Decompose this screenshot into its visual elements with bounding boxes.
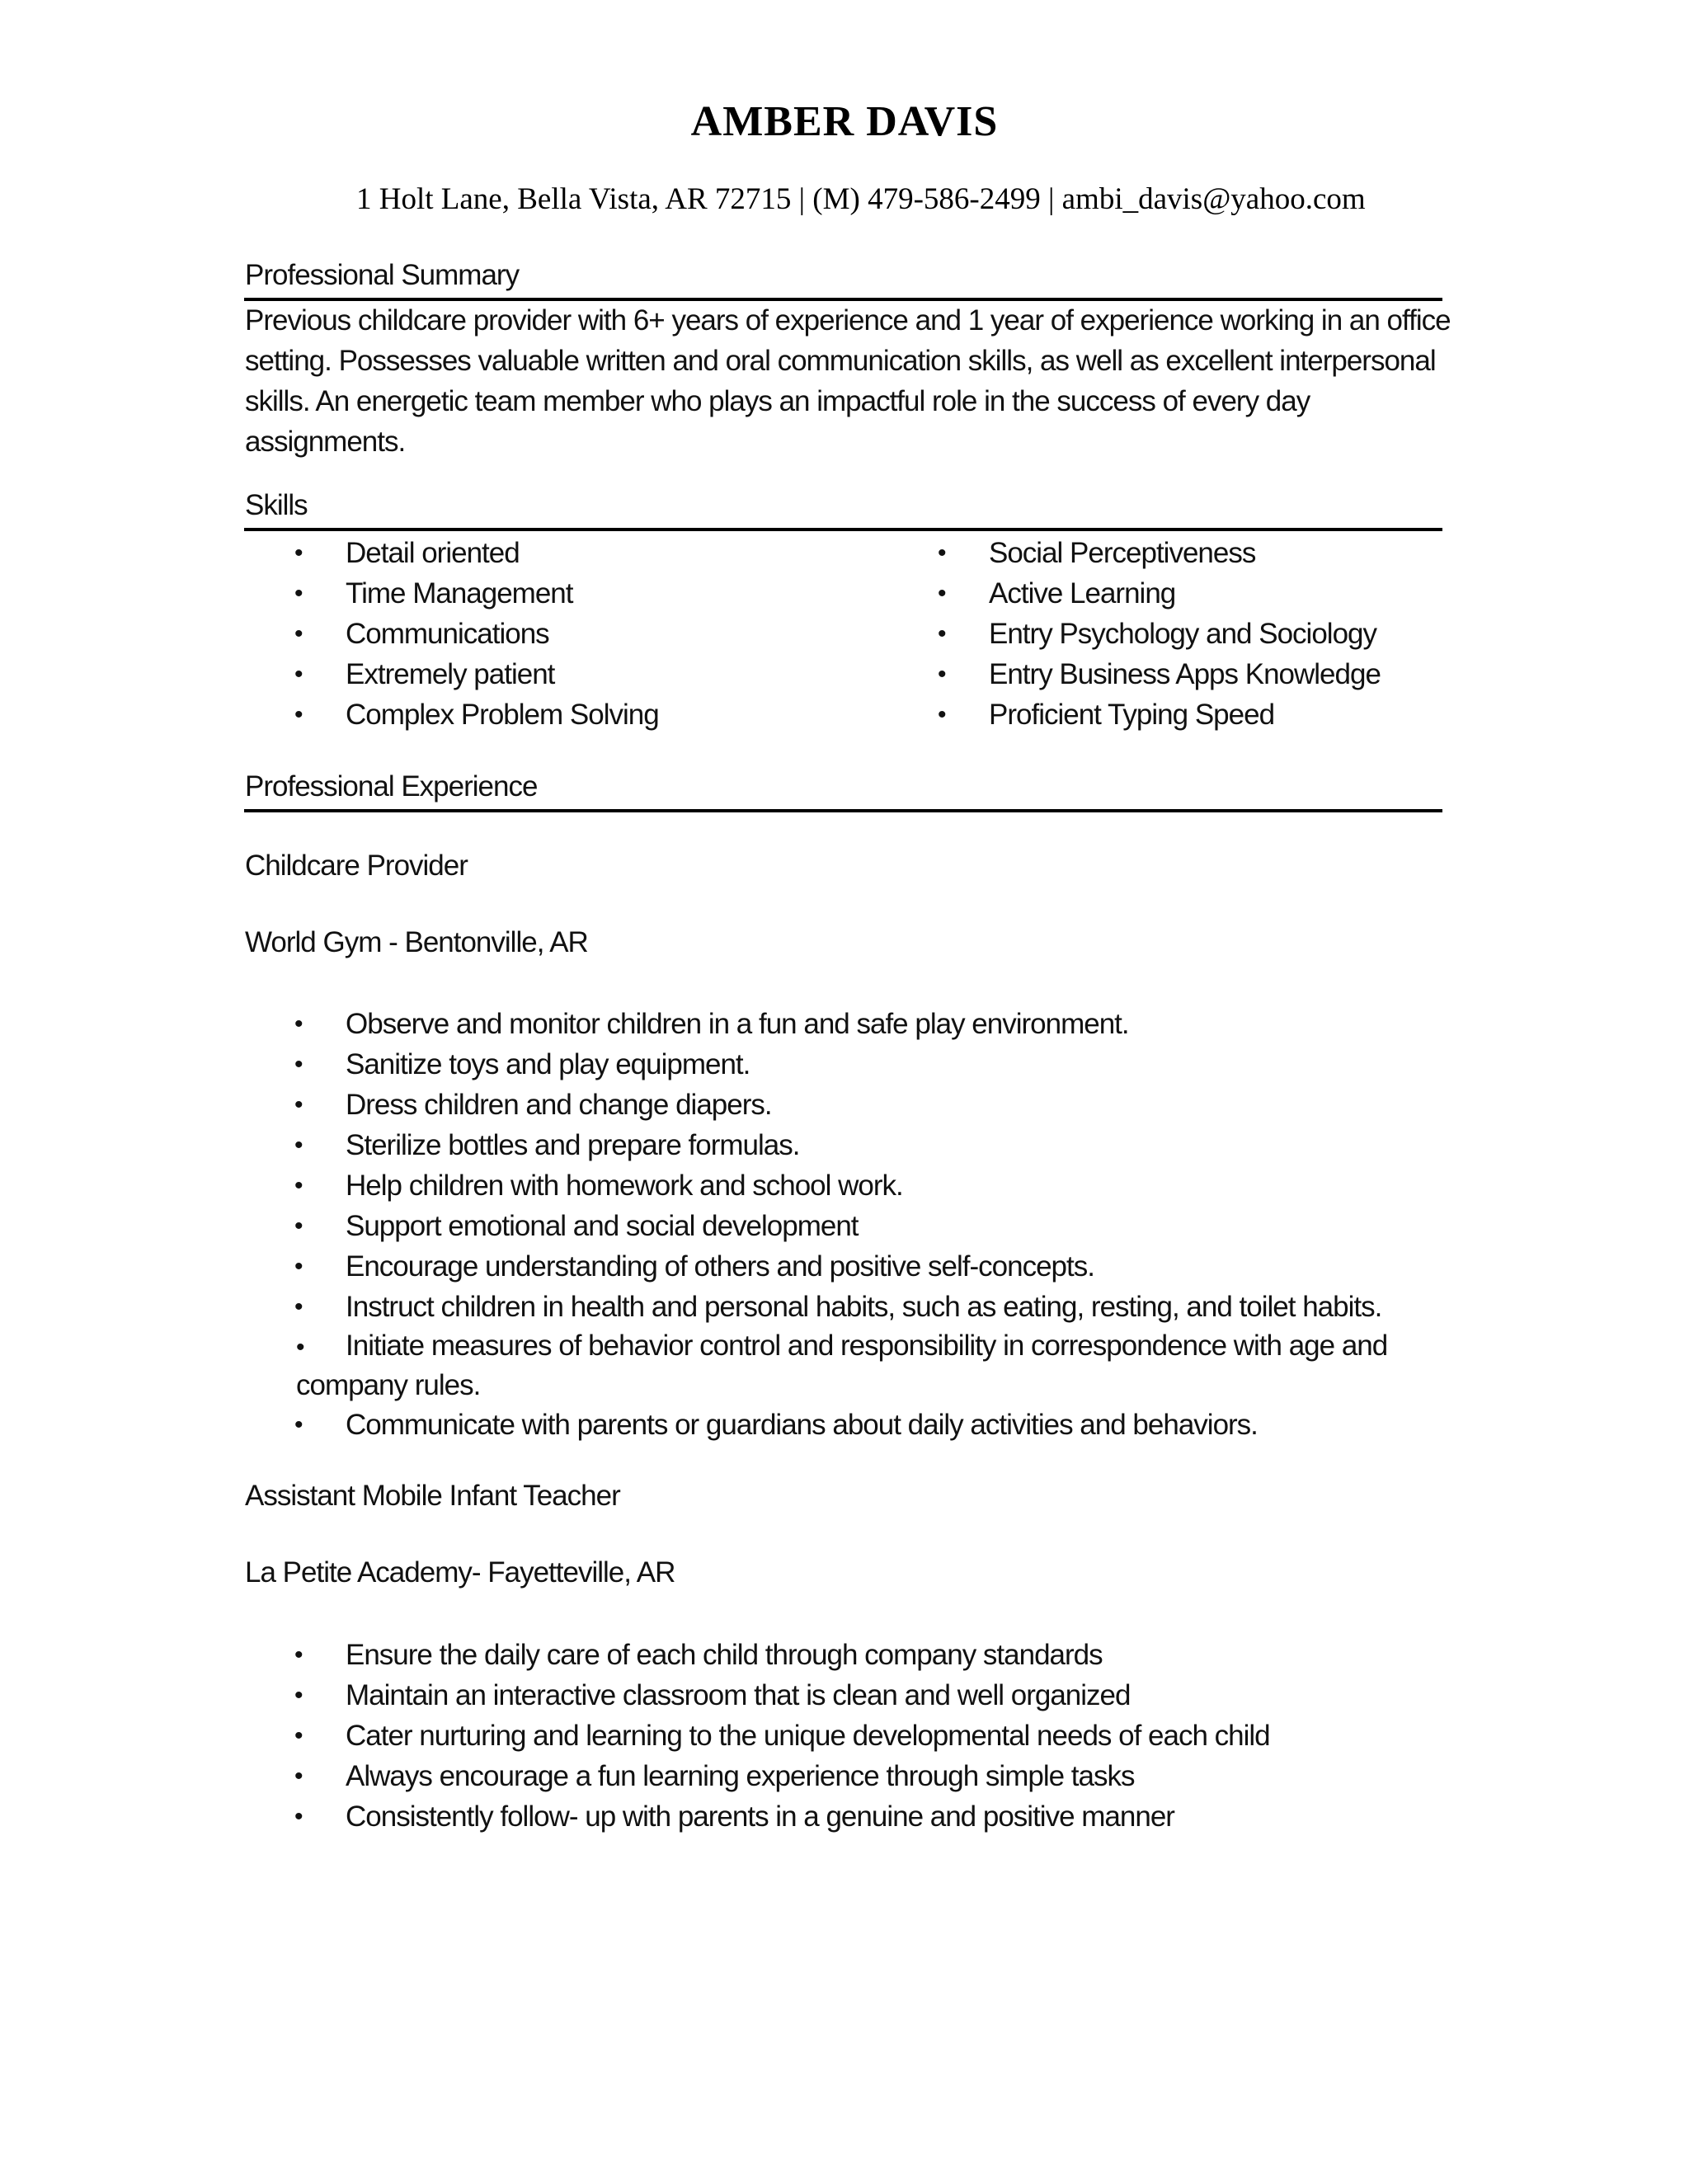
bullet-icon: • (294, 580, 303, 607)
skill-item: • Communications (245, 614, 822, 654)
skill-item: • Proficient Typing Speed (888, 694, 1449, 735)
bullet-icon: • (294, 1172, 303, 1199)
job-duties-list (245, 1004, 1457, 1445)
bullet-icon: • (294, 1722, 303, 1749)
job-title: Assistant Mobile Infant Teacher (245, 1480, 620, 1512)
duty-item: • Observe and monitor children in a fun and safe play environment. (245, 1004, 1457, 1044)
skills-left-list (245, 533, 822, 735)
duty-item: • Instruct children in health and personal habits, such as eating, resting, and toilet habits. (245, 1287, 1457, 1327)
bullet-icon: • (294, 1091, 303, 1118)
bullet-icon: • (294, 1051, 303, 1078)
job-employer: World Gym - Bentonville, AR (245, 926, 588, 958)
skill-item: • Time Management (245, 573, 822, 614)
skill-item: • Extremely patient (245, 654, 822, 694)
skill-item: • Detail oriented (245, 533, 822, 573)
job-title: Childcare Provider (245, 850, 468, 882)
summary-text: Previous childcare provider with 6+ years of experience and 1 year of experience working in an office setting. Possesses valuable written and oral communication skills, as well as excellent interpersonal skills. An energetic team member who plays an impactful role in the success of every day assignments. (245, 304, 1451, 458)
skill-item: • Complex Problem Solving (245, 694, 822, 735)
skill-item: • Active Learning (888, 573, 1449, 614)
bullet-icon: • (294, 1010, 303, 1038)
bullet-icon: • (294, 1132, 303, 1159)
duty-item: • Communicate with parents or guardians about daily activities and behaviors. (245, 1405, 1457, 1445)
duty-item: • Dress children and change diapers. (245, 1085, 1457, 1125)
duty-item: • Ensure the daily care of each child through company standards (245, 1635, 1457, 1675)
duty-item: • Maintain an interactive classroom that is clean and well organized (245, 1675, 1457, 1716)
duty-item: • Encourage understanding of others and positive self-concepts. (245, 1246, 1457, 1287)
skills-right-list (888, 533, 1449, 735)
duty-item: • Cater nurturing and learning to the unique developmental needs of each child (245, 1716, 1457, 1756)
skills-divider (244, 528, 1442, 531)
duty-item: • Always encourage a fun learning experience through simple tasks (245, 1756, 1457, 1796)
experience-heading: Professional Experience (245, 770, 538, 803)
bullet-icon: • (294, 1293, 303, 1320)
bullet-icon: • (294, 539, 303, 567)
skills-heading: Skills (245, 489, 308, 521)
bullet-icon: • (294, 1641, 303, 1669)
skill-item: • Entry Business Apps Knowledge (888, 654, 1449, 694)
contact-line: 1 Holt Lane, Bella Vista, AR 72715 | (M) 479-586-2499 | ambi_davis@yahoo.com (356, 182, 1366, 216)
skill-item: • Entry Psychology and Sociology (888, 614, 1449, 654)
bullet-icon: • (294, 701, 303, 728)
bullet-icon: • (294, 661, 303, 688)
bullet-icon: • (296, 1334, 304, 1361)
bullet-icon: • (938, 620, 946, 647)
bullet-icon: • (294, 1682, 303, 1709)
bullet-icon: • (938, 580, 946, 607)
bullet-icon: • (294, 620, 303, 647)
bullet-icon: • (938, 701, 946, 728)
bullet-icon: • (938, 661, 946, 688)
duty-item: • Initiate measures of behavior control and responsibility in correspondence with age and company rules. (296, 1330, 1388, 1401)
duty-item: • Help children with homework and school work. (245, 1165, 1457, 1206)
duty-item: • Sanitize toys and play equipment. (245, 1044, 1457, 1085)
job-duties-list (245, 1635, 1457, 1837)
duty-item: • Consistently follow- up with parents in a genuine and positive manner (245, 1796, 1457, 1837)
bullet-icon: • (294, 1411, 303, 1438)
bullet-icon: • (294, 1212, 303, 1240)
job-employer: La Petite Academy- Fayetteville, AR (245, 1556, 675, 1589)
candidate-name: AMBER DAVIS (690, 98, 999, 145)
bullet-icon: • (938, 539, 946, 567)
summary-heading: Professional Summary (245, 259, 520, 291)
skill-item: • Social Perceptiveness (888, 533, 1449, 573)
duty-item: • Support emotional and social development (245, 1206, 1457, 1246)
duty-item: • Sterilize bottles and prepare formulas. (245, 1125, 1457, 1165)
bullet-icon: • (294, 1253, 303, 1280)
bullet-icon: • (294, 1803, 303, 1830)
bullet-icon: • (294, 1763, 303, 1790)
experience-divider (244, 809, 1442, 812)
